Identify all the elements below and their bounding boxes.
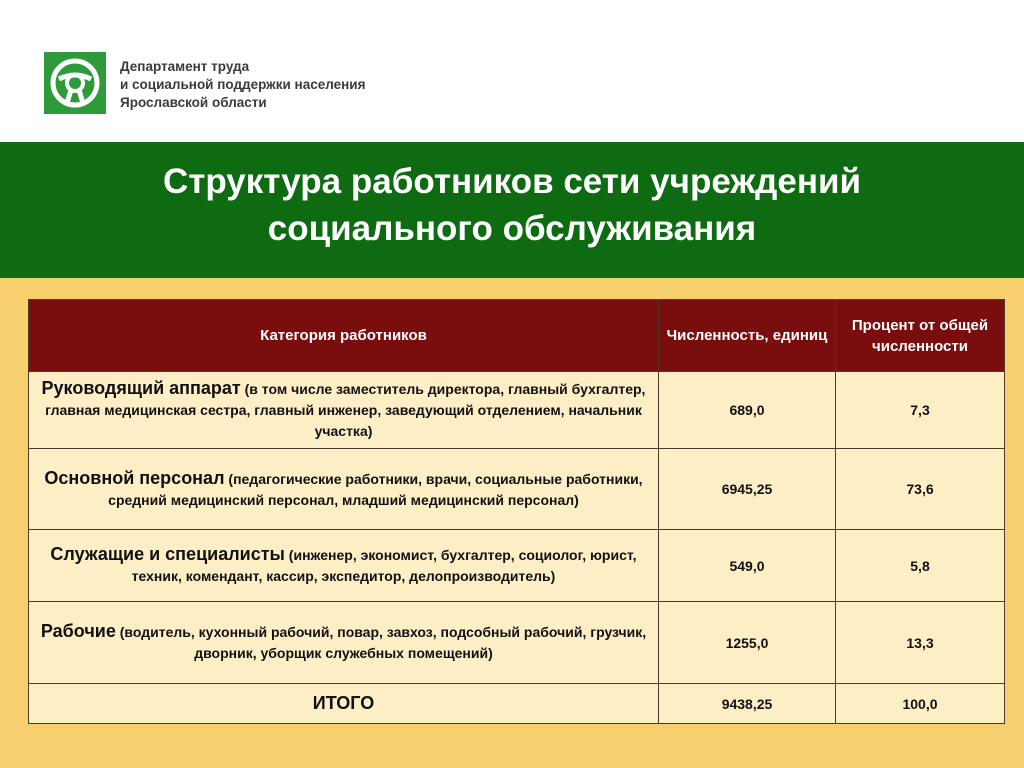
title-line-1: Структура работников сети учреждений (162, 162, 862, 201)
category-detail: (водитель, кухонный рабочий, повар, завхоз, подсобный рабочий, грузчик, дворник, уборщик служебных помещений) (115, 624, 647, 661)
count-cell: 549,0 (659, 530, 836, 602)
header (0, 0, 1024, 142)
org-line: Департамент труда (120, 59, 250, 74)
column-header-category: Категория работников (29, 300, 659, 372)
category-detail: (инженер, экономист, бухгалтер, социолог, юрист, техник, комендант, кассир, экспедитор, делопроизводитель) (131, 547, 637, 584)
total-label: ИТОГО (29, 684, 659, 724)
count-cell: 6945,25 (659, 449, 836, 530)
category-title: Служащие и специалисты (50, 544, 285, 564)
percent-cell: 5,8 (836, 530, 1005, 602)
category-cell (29, 530, 659, 602)
page-title (0, 158, 1024, 252)
percent-cell: 7,3 (836, 372, 1005, 449)
percent-cell: 73,6 (836, 449, 1005, 530)
category-title: Руководящий аппарат (41, 378, 241, 398)
workers-structure-table (28, 299, 1005, 724)
total-count-cell: 9438,25 (659, 684, 836, 724)
category-cell (29, 372, 659, 449)
table-row (29, 602, 1005, 684)
column-header-percent: Процент от общей численности (836, 300, 1005, 372)
organization-name (120, 58, 365, 112)
category-detail: (педагогические работники, врачи, социальные работники, средний медицинский персонал, младший медицинский персонал) (108, 470, 643, 508)
column-header-count: Численность, единиц (659, 300, 836, 372)
total-percent-cell: 100,0 (836, 684, 1005, 724)
count-cell: 1255,0 (659, 602, 836, 684)
department-logo-icon (44, 52, 106, 114)
table-row (29, 449, 1005, 530)
category-title: Рабочие (40, 621, 116, 641)
org-line: и социальной поддержки населения (120, 77, 366, 92)
table-header-row (29, 300, 1005, 372)
table-total-row (29, 684, 1005, 724)
percent-cell: 13,3 (836, 602, 1005, 684)
category-title: Основной персонал (44, 467, 225, 488)
category-cell (29, 602, 659, 684)
title-line-2: социального обслуживания (267, 209, 757, 248)
category-cell (29, 449, 659, 530)
category-detail: (в том числе заместитель директора, главный бухгалтер, главная медицинская сестра, главный инженер, заведующий отделением, начальник участка) (45, 381, 646, 439)
count-cell: 689,0 (659, 372, 836, 449)
table-row (29, 530, 1005, 602)
org-line: Ярославской области (120, 95, 267, 110)
table-row (29, 372, 1005, 449)
